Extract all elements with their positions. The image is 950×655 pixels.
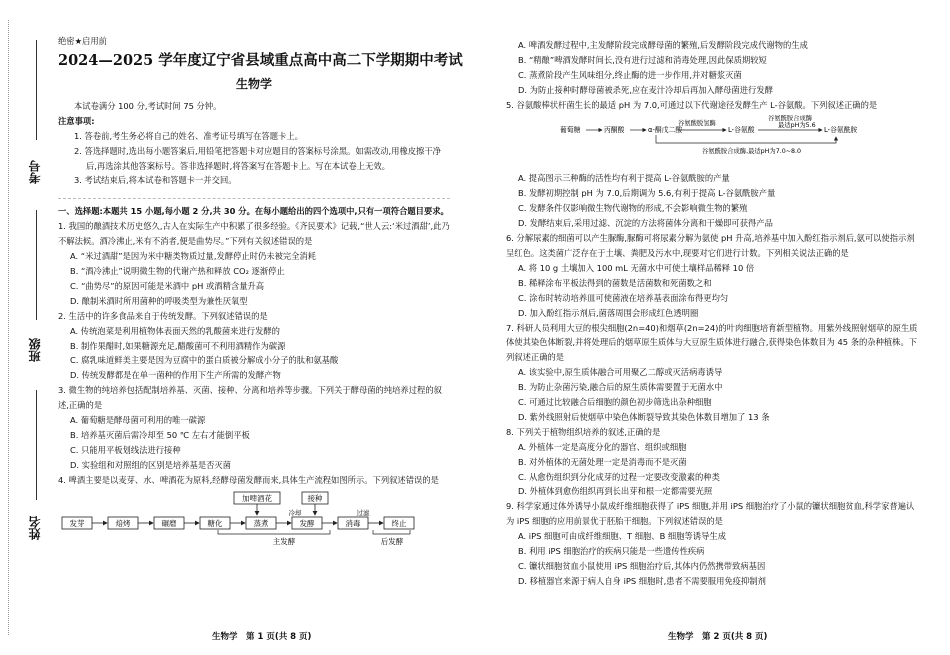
exam-title: 2024—2025 学年度辽宁省县域重点高中高二下学期期中考试 [58, 51, 463, 69]
note-item: 2. 答选择题时,选出每小题答案后,用铅笔把答题卡对应题目的答案标号涂黑。如需改动,用橡皮擦干净后,再选涂其他答案标号。答非选择题时,将答案写在答题卡上。写在本试卷上无效。 [74, 145, 441, 171]
process-step-label: 碾磨 [161, 518, 177, 528]
class-line [36, 210, 37, 320]
class-label: 班级 [28, 338, 42, 362]
left-column [58, 34, 463, 552]
process-step-label: 蒸煮 [253, 518, 269, 528]
question-stem: 1. 我国的酿酒技术历史悠久,古人在实际生产中积累了很多经验。《齐民要术》记载,“世人云:‘米过酒甜’,此乃不解法候。酒冷沸止,米有不消者,便是曲势尽。”下列有关叙述错误的是 [58, 221, 450, 247]
binding-dotted-line [8, 20, 9, 635]
question-stem: 9. 科学家通过体外诱导小鼠成纤维细胞获得了 iPS 细胞,并用 iPS 细胞治疗了小鼠的镰状细胞贫血,科学家普遍认为 iPS 细胞的应用前景优于胚胎干细胞。下列叙述错误的是 [506, 501, 915, 527]
process-step-label: 发芽 [69, 518, 85, 528]
notes-list [58, 129, 450, 189]
main-ferm-bracket [218, 530, 330, 534]
left-questions [58, 219, 450, 487]
note-item: 1. 答卷前,考生务必将自己的姓名、准考证号填写在答题卡上。 [74, 130, 303, 141]
question-option: A. 将 10 g 土壤加入 100 mL 无菌水中可使土壤样品稀释 10 倍 [518, 262, 755, 273]
question-option: D. 传统发酵都是在单一菌种的作用下生产所需的发酵产物 [70, 370, 281, 381]
question-option: A. 提高图示三种酶的活性均有利于提高 L-谷氨酰胺的产量 [518, 173, 730, 184]
question-option: A. 啤酒发酵过程中,主发酵阶段完成酵母菌的繁殖,后发酵阶段完成代谢物的生成 [518, 40, 808, 50]
right-questions-b [506, 171, 920, 588]
question-option: D. 实验组和对照组的区别是培养基是否灭菌 [70, 459, 232, 470]
question-stem: 8. 下列关于植物组织培养的叙述,正确的是 [506, 426, 661, 437]
akg-node: α-酮戊二酸 [648, 125, 683, 134]
glucose-node: 葡萄糖 [560, 125, 581, 134]
enzyme2-label: 谷氨酰胺合成酶 [768, 114, 813, 122]
question-option: B. “酒冷沸止”说明微生物的代谢产热和释放 CO₂ 逐渐停止 [70, 265, 285, 276]
glutamine-node: L-谷氨酰胺 [824, 125, 858, 134]
question-option: B. 为防止杂菌污染,融合后的原生质体需要置于无菌水中 [518, 382, 723, 393]
process-step-label: 焙烤 [115, 518, 131, 528]
question-option: C. “曲势尽”的原因可能是米酒中 pH 或酒精含量升高 [70, 280, 265, 291]
question-stem: 4. 啤酒主要是以麦芽、水、啤酒花为原料,经酵母菌发酵而来,具体生产流程如图所示。下列叙述错误的是 [58, 474, 439, 485]
question-option: B. 发酵初期控制 pH 为 7.0,后期调为 5.6,有利于提高 L-谷氨酰胺产量 [518, 188, 776, 199]
glutamate-pathway-diagram [506, 115, 920, 170]
question-option: A. “米过酒甜”是因为米中糖类物质过量,发酵停止时仍未被完全消耗 [70, 251, 317, 262]
question-option: A. 该实验中,原生质体融合可用聚乙二醇或灭活病毒诱导 [518, 367, 723, 378]
post-ferm-bracket [373, 530, 410, 534]
name-label: 姓名 [28, 516, 42, 540]
question-option: C. 发酵条件仅影响微生物代谢物的形成,不会影响微生物的繁殖 [518, 203, 748, 214]
question-option: A. iPS 细胞可由成纤维细胞、T 细胞、B 细胞等诱导生成 [518, 531, 726, 542]
question-option: A. 传统泡菜是利用植物体表面天然的乳酸菌来进行发酵的 [70, 325, 280, 336]
process-step-label: 终止 [391, 518, 407, 528]
filter-label: 过滤 [356, 508, 370, 517]
cool-label: 冷却 [288, 508, 302, 517]
beer-flow-svg [58, 490, 450, 546]
question-option: B. 对外植体的无菌处理一定是消毒而不是灭菌 [518, 456, 687, 467]
bypass-arrow [656, 135, 836, 143]
inoculate-label: 接种 [307, 493, 323, 503]
question-option: D. 紫外线照射后使烟草中染色体断裂导致其染色体数目增加了 13 条 [518, 411, 770, 422]
exam-number-label: 考号 [28, 160, 42, 184]
enzyme3-label: 谷氨酰胺合成酶,最适pH为7.0~8.0 [702, 147, 802, 155]
header-divider [58, 188, 450, 199]
subject-title: 生物学 [235, 76, 272, 91]
right-questions-a [506, 38, 920, 113]
question-option: A. 葡萄糖是酵母菌可利用的唯一碳源 [70, 415, 206, 426]
question-option: B. “精酿”啤酒发酵时间长,没有进行过滤和消毒处理,因此保质期较短 [518, 54, 767, 65]
question-option: C. 腐乳味道鲜美主要是因为豆腐中的蛋白质被分解成小分子的肽和氨基酸 [70, 355, 339, 366]
glutamate-flow-svg [506, 115, 920, 165]
question-stem: 3. 微生物的纯培养包括配制培养基、灭菌、接种、分离和培养等步骤。下列关于酵母菌的纯培养过程的叙述,正确的是 [58, 385, 442, 411]
process-step-label: 消毒 [345, 518, 361, 528]
question-option: D. 酿制米酒时所用菌种的呼吸类型为兼性厌氧型 [70, 295, 248, 306]
question-option: B. 稀释涂布平板法得到的菌数是活菌数和死菌数之和 [518, 277, 712, 288]
question-option: C. 从愈伤组织到分化成芽的过程一定要改变激素的种类 [518, 471, 720, 482]
enzyme1-label: 谷氨酸脱氢酶 [678, 119, 716, 127]
note-item: 3. 考试结束后,将本试卷和答题卡一并交回。 [74, 175, 237, 186]
secret-mark: 绝密★启用前 [58, 36, 107, 46]
question-option: B. 培养基灭菌后需冷却至 50 ℃ 左右才能倒平板 [70, 429, 250, 440]
name-line [36, 390, 37, 500]
question-option: C. 蒸煮阶段产生风味组分,终止酶的进一步作用,并对糖浆灭菌 [518, 69, 742, 80]
process-step-label: 发酵 [299, 518, 315, 528]
notes-title: 注意事项: [58, 115, 95, 126]
question-option: B. 利用 iPS 细胞治疗的疾病只能是一些遗传性疾病 [518, 546, 705, 557]
question-option: C. 只能用平板划线法进行接种 [70, 444, 181, 455]
process-step-label: 糖化 [207, 518, 223, 528]
question-option: C. 涂布时转动培养皿可使菌液在培养基表面涂布得更均匀 [518, 292, 729, 303]
question-option: C. 可通过比较融合后细胞的颜色初步筛选出杂种细胞 [518, 397, 712, 408]
hops-label: 加啤酒花 [242, 493, 272, 503]
exam-intro: 本试卷满分 100 分,考试时间 75 分钟。 [74, 100, 222, 111]
page-footer-left: 生物学 第 1 页(共 8 页) [212, 632, 312, 642]
question-option: B. 制作果醋时,如果糖源充足,醋酸菌可不利用酒精作为碳源 [70, 340, 286, 351]
glutamate-node: L-谷氨酸 [728, 125, 755, 134]
exam-number-line [36, 40, 37, 140]
question-stem: 7. 科研人员利用大豆的根尖细胞(2n=40)和烟草(2n=24)的叶肉细胞培育新型植物。用紫外线照射烟草的原生质体使其染色体断裂,并将处理后的烟草原生质体与大豆原生质体进行融合,获得染色体数目为 45 条的杂种植株。下列叙述正确的是 [506, 322, 918, 363]
section-heading: 一、选择题:本题共 15 小题,每小题 2 分,共 30 分。在每小题给出的四个选项中,只有一项符合题目要求。 [58, 206, 449, 217]
beer-process-diagram [58, 490, 450, 551]
pyruvate-node: 丙酮酸 [604, 125, 625, 134]
question-option: A. 外植体一定是高度分化的器官、组织或细胞 [518, 441, 687, 452]
question-option: D. 加入酚红指示剂后,菌落周围会形成红色透明圈 [518, 307, 699, 318]
question-stem: 2. 生活中的许多食品来自于传统发酵。下列叙述错误的是 [58, 310, 268, 321]
enzyme2-condition: 最适pH为5.6 [778, 121, 816, 129]
main-ferm-label: 主发酵 [272, 536, 296, 546]
question-option: D. 发酵结束后,采用过滤、沉淀的方法将菌体分离和干燥即可获得产品 [518, 218, 773, 229]
question-option: C. 镰状细胞贫血小鼠使用 iPS 细胞治疗后,其体内仍然携带致病基因 [518, 561, 766, 571]
question-option: D. 为防止接种时酵母菌被杀死,应在麦汁冷却后再加入酵母菌进行发酵 [518, 84, 773, 95]
post-ferm-label: 后发酵 [380, 536, 404, 546]
binding-margin [0, 0, 46, 655]
right-column [506, 38, 920, 589]
question-option: D. 外植体到愈伤组织再到长出芽和根一定都需要光照 [518, 486, 713, 497]
page-footer-right: 生物学 第 2 页(共 8 页) [668, 632, 768, 642]
question-stem: 6. 分解尿素的细菌可以产生脲酶,脲酶可将尿素分解为氨使 pH 升高,培养基中加入酚红指示剂后,氨可以使指示剂呈红色。这类菌广泛存在于土壤、粪肥及污水中,现要对它们进行计数。下列相关说法正确的是 [506, 233, 915, 258]
question-stem: 5. 谷氨酸棒状杆菌生长的最适 pH 为 7.0,可通过以下代谢途径发酵生产 L-谷氨酸。下列叙述正确的是 [506, 99, 878, 110]
question-option: D. 移植器官来源于病人自身 iPS 细胞时,患者不需要服用免疫抑制剂 [518, 575, 766, 586]
